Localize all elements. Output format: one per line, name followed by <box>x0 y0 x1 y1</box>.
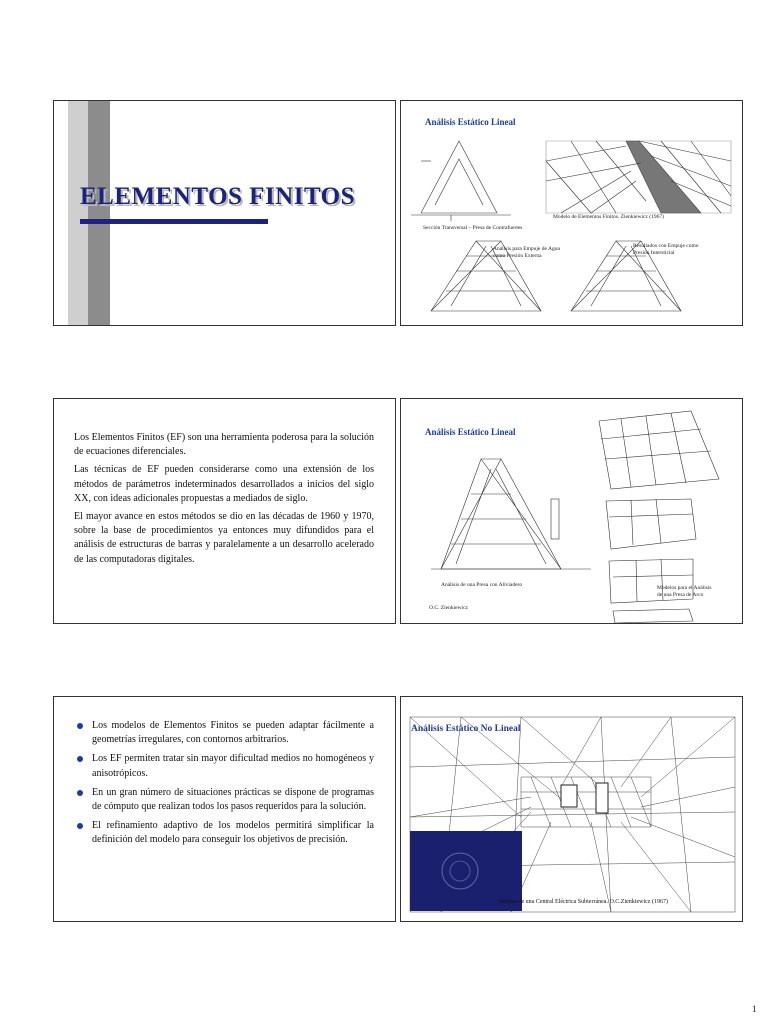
bullet-icon <box>77 723 83 729</box>
paragraph-3: El mayor avance en estos métodos se dio en las décadas de 1960 y 1970, sobre la base de procedimientos ya entonces muy difundidos para el análisis de estructuras de barras y paralelamente a un desarrollo acelerado de las computadoras digitales. <box>74 511 374 565</box>
slide-heading: Análisis Estático Lineal <box>425 117 516 127</box>
bullet-icon <box>77 756 83 762</box>
advantages-list <box>74 719 374 853</box>
caption-author: O.C. Zienkiewicz <box>429 605 468 611</box>
decorative-stripe-light <box>68 101 88 325</box>
paragraph-1: Los Elementos Finitos (EF) son una herramienta poderosa para la solución de ecuaciones diferenciales. <box>74 432 374 458</box>
caption-arch-dam: Modelos para el Análisis de una Presa de Arco <box>657 585 712 598</box>
slide-heading: Análisis Estático No Lineal <box>411 724 521 734</box>
caption-powerhouse: Sistema de una Central Eléctrica Subterránea. O.C.Zienkiewicz (1967) <box>498 899 668 905</box>
intro-paragraphs <box>74 431 374 571</box>
list-item: En un gran número de situaciones prácticas se dispone de programas de cómputo que realizan todos los pasos requeridos para la solución. <box>74 786 374 814</box>
list-item: El refinamiento adaptivo de los modelos permitirá simplificar la definición del modelo para conseguir los objetivos de precisión. <box>74 819 374 847</box>
slide-static-linear-1 <box>400 100 743 326</box>
list-item: Los modelos de Elementos Finitos se pueden adaptar fácilmente a geometrías irregulares, con contornos arbitrarios. <box>74 719 374 747</box>
caption-spillway: Análisis de una Presa con Aliviadero <box>441 582 523 588</box>
slide-static-linear-2 <box>400 398 743 624</box>
slide-static-nonlinear <box>400 696 743 922</box>
bullet-icon <box>77 790 83 796</box>
slide-heading: Análisis Estático Lineal <box>425 427 516 437</box>
caption-section: Sección Transversal – Presa de Contrafuertes <box>423 225 523 231</box>
list-item: Los EF permiten tratar sin mayor dificultad medios no homogéneos y anisotrópicos. <box>74 752 374 780</box>
slide-title <box>53 100 396 326</box>
paragraph-2: Las técnicas de EF pueden considerarse como una extensión de los métodos de parámetros indeterminados desarrollados a inicios del siglo XX, con ideas adicionales propuestas a mediados de siglo. <box>74 464 374 504</box>
page-number: 1 <box>752 1004 757 1014</box>
slide-title-text: ELEMENTOS FINITOS <box>80 183 356 210</box>
caption-external: Análisis para Empuje de Agua como Presión Externa <box>493 246 560 259</box>
slide-advantages <box>53 696 396 922</box>
slide-introduction <box>53 398 396 624</box>
caption-model: Modelo de Elementos Finitos. Zienkiewicz (1967) <box>553 214 664 220</box>
title-underline <box>80 219 268 224</box>
caption-interstitial: Resultados con Empuje como Presión Intersticial <box>633 243 699 256</box>
bullet-icon <box>77 823 83 829</box>
decorative-stripe-dark <box>88 101 110 325</box>
